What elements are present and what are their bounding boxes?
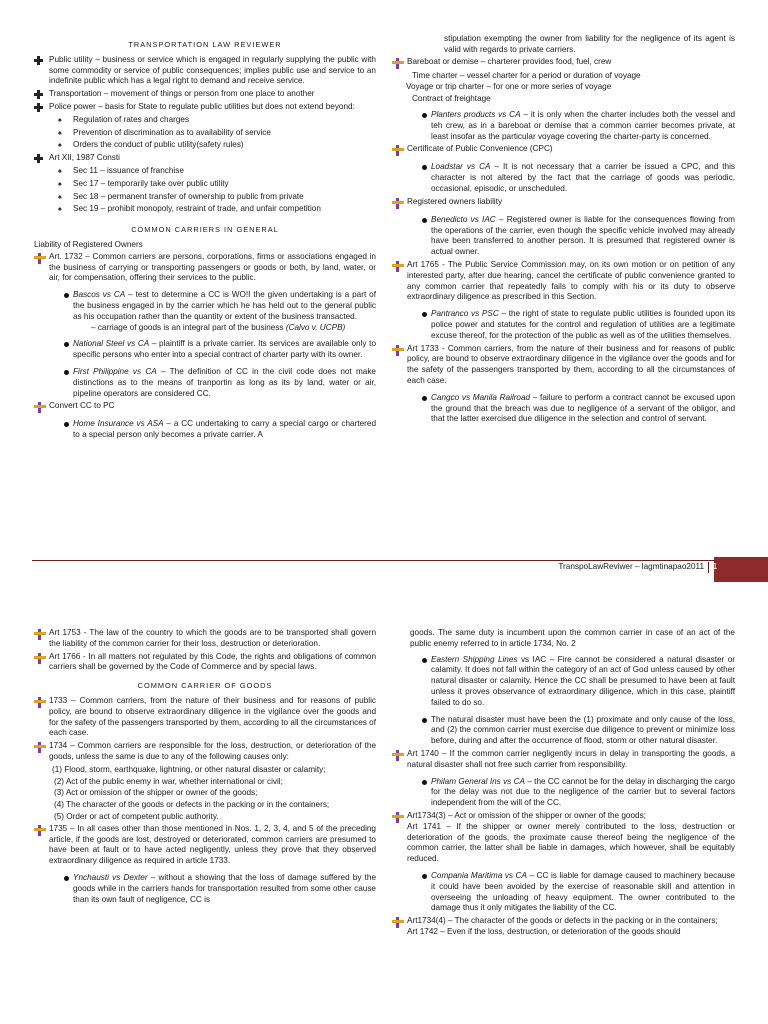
spade-bullet-icon: ♠ [58, 167, 62, 175]
dot-bullet-icon [422, 780, 427, 785]
list-item: Art 1733 - Common carriers, from the nature of their business and for reasons of public policy, are bound to observe extraordinary diligence in the vigilance over the goods and for the safety of the passengers transported by them, according to all the circumstances of each case. [392, 344, 735, 387]
page2-right-column [392, 628, 735, 940]
page-number: 1 [708, 562, 719, 573]
diamond-bullet-icon [34, 56, 43, 65]
cross-bullet-icon [34, 253, 46, 264]
list-item: Pantranco vs PSC – the right of state to regulate public utilities is founded upon its police power and statutes for the control and regulation of utilities are a legitimate excuse thereof, for the protection of the public as well as of the utilities themselves. [392, 309, 735, 341]
cause-item: (5) Order or act of competent public authority. [54, 811, 219, 821]
cross-bullet-icon [34, 629, 46, 640]
spade-bullet-icon: ♠ [58, 180, 62, 188]
list-item: Planters products vs CA – it is only when the charter includes both the vessel and teh crew, as in a bareboat or demise that a common carrier becomes private, at least insofar as the particular voyage covering the charter-party is concerned. [392, 110, 735, 142]
spade-bullet-icon: ♠ [58, 129, 62, 137]
list-item: Cangco vs Manila Railroad – failure to perform a contract cannot be excused upon the ground that the breach was due to negligence of a servant of the obligor, and that the latter exercised due diligence in the selection and control of servant. [392, 393, 735, 425]
continued-text: stipulation exempting the owner from liability for the negligence of its agent is valid with regards to private carriers. [444, 34, 735, 54]
cause-item: (3) Act or omission of the shipper or owner of the goods; [54, 788, 258, 798]
section-heading: COMMON CARRIER OF GOODS [137, 681, 273, 691]
dot-bullet-icon [64, 293, 69, 298]
page1-right-column [392, 34, 735, 427]
dot-bullet-icon [64, 370, 69, 375]
spade-bullet-icon: ♠ [58, 206, 62, 214]
dot-bullet-icon [422, 874, 427, 879]
dot-bullet-icon [422, 218, 427, 223]
subheading: Liability of Registered Owners [34, 239, 143, 249]
list-item: Registered owners liability [392, 197, 735, 209]
list-item: Convert CC to PC [34, 401, 376, 413]
list-item: ♠ Sec 19 – prohibit monopoly, restraint of trade, and unfair competition [58, 204, 321, 214]
cross-bullet-icon [392, 917, 404, 928]
diamond-bullet-icon [34, 103, 43, 112]
list-item: Art. 1732 – Common carriers are persons, corporations, firms or associations engaged in the business of carrying or transporting passengers or goods or both, by land, water, or air, for compensation, offering their services to the public. [34, 252, 376, 284]
affreightage-text: Contract of freightage [412, 94, 491, 104]
cross-bullet-icon [392, 145, 404, 156]
dot-bullet-icon [64, 422, 69, 427]
footer-accent-block [714, 557, 768, 582]
list-item: ♠ Orders the conduct of public utility(safety rules) [58, 140, 244, 150]
list-item: ♠ Sec 17 – temporarily take over public utility [58, 178, 229, 188]
cross-bullet-icon [392, 345, 404, 356]
list-item: Transportation – movement of things or person from one place to another [34, 89, 376, 100]
list-item: Eastern Shipping Lines vs IAC – Fire cannot be considered a natural disaster or calamity. It does not fall within the category of an act of God unless caused by other natural disaster or calamity. Hence the CC shall be presumed to have been at fault unless it proves observance of extraordinary diligence, which in this case, plaintiff failed to do so. [392, 655, 735, 709]
spade-bullet-icon: ♠ [58, 193, 62, 201]
list-item: First Philippine vs CA – The definition of CC in the civil code does not make distinctions as to the means of tranportin as long as its by land, water or air, pipeline operators are considered CC. [34, 367, 376, 399]
cause-item: (4) The character of the goods or defects in the packing or in the containers; [54, 800, 330, 810]
spade-bullet-icon: ♠ [58, 142, 62, 150]
list-item: Art 1740 – If the common carrier negligently incurs in delay in transporting the goods, a natural disaster shall not free such carrier from responsibility. [392, 749, 735, 771]
cross-bullet-icon [34, 825, 46, 836]
dot-bullet-icon [64, 342, 69, 347]
list-item: Art1734(4) – The character of the goods or defects in the packing or in the containers; Art 1742 – Even if the loss, destruction, or deterioration of the goods should [392, 916, 735, 938]
list-item: 1735 – In all cases other than those mentioned in Nos. 1, 2, 3, 4, and 5 of the preceding article, if the goods are lost, destroyed or deteriorated, common carriers are presumed to have been at fault or to have acted negligently, unless they prove that they observed extraordinary diligence as required in article 1733. [34, 824, 376, 867]
diamond-bullet-icon [34, 90, 43, 99]
list-item: Bascos vs CA – test to determine a CC is WO!I the given undertaking is a part of the business engaged in by the carrier which he has held out to the general public as his occupation rather than the quantity or extent of the business transacted. – carriage of goods is an integral part of the business (Calvo v. UCPB) [34, 290, 376, 333]
list-item: Art XII, 1987 Consti [34, 153, 376, 164]
dot-bullet-icon [64, 876, 69, 881]
cross-bullet-icon [34, 402, 46, 413]
cross-bullet-icon [392, 750, 404, 761]
list-item: Loadstar vs CA – It is not necessary that a carrier be issued a CPC, and this character is not altered by the fact that the carriage of goods was periodic, occasional, episodic, or unscheduled. [392, 162, 735, 194]
list-item: Ynchausti vs Dexter – without a showing that the loss of damage suffered by the goods while in the carriers hands for transportation resulted from some other cause than its own fault of negligence, CC is [34, 873, 376, 905]
list-item: Art 1753 - The law of the country to which the goods are to be transported shall govern the liability of the common carrier for their loss, destruction or deterioration. [34, 628, 376, 650]
voyage-charter-text: Voyage or trip charter – for one or more series of voyage [406, 82, 612, 92]
list-item: ♠ Sec 18 – permanent transfer of ownership to public from private [58, 191, 304, 201]
list-item: Art1734(3) – Act or omission of the shipper or owner of the goods; Art 1741 – If the shipper or owner merely contributed to the loss, destruction or deterioration of the goods, the proximate cause thereof being the negligence of the common carrier, the latter shall be liable in damages, which however, shall be equitably reduced. [392, 811, 735, 865]
list-item: ♠ Prevention of discrimination as to availability of service [58, 127, 271, 137]
list-item: 1733 – Common carriers, from the nature of their business and for reasons of public policy, are bound to observe extraordinary diligence in the vigilance over the goods and for the safety of the passengers transported by them, according to all the circumstances of each case. [34, 696, 376, 739]
cause-item: (2) Act of the public enemy in war, whether international or civil; [54, 776, 283, 786]
cross-bullet-icon [34, 742, 46, 753]
dot-bullet-icon [422, 718, 427, 723]
list-item: Certificate of Public Convenience (CPC) [392, 144, 735, 156]
cross-bullet-icon [392, 198, 404, 209]
list-item: Compania Maritima vs CA – CC is liable for damage caused to machinery because it could have been avoided by the exercise of reasonable skill and attention in overseeing the unloading of heavy equipment. The owner contributed to the damage thus it only mitigates the liability of the CC. [392, 871, 735, 914]
diamond-bullet-icon [34, 154, 43, 163]
cross-bullet-icon [392, 58, 404, 69]
section-heading: COMMON CARRIERS IN GENERAL [131, 225, 279, 235]
footer-rule [32, 560, 768, 561]
page2-left-column [34, 628, 376, 907]
list-item: ♠ Sec 11 – issuance of franchise [58, 165, 184, 175]
cross-bullet-icon [392, 261, 404, 272]
footer-text: TranspoLawReviwer – lagmtinapao2011 [558, 562, 704, 571]
cross-bullet-icon [34, 697, 46, 708]
dot-bullet-icon [422, 396, 427, 401]
dot-bullet-icon [422, 312, 427, 317]
spade-bullet-icon: ♠ [58, 116, 62, 124]
time-charter-text: Time charter – vessel charter for a period or duration of voyage [412, 70, 641, 80]
dot-bullet-icon [422, 113, 427, 118]
list-item: National Steel vs CA – plaintiff is a private carrier. Its services are available only to specific persons who enter into a special contract of charter party with its owner. [34, 339, 376, 361]
list-item: Bareboat or demise – charterer provides food, fuel, crew [392, 57, 735, 69]
list-item: Philam General Ins vs CA – the CC cannot be for the delay in discharging the cargo for the delay was not due to the negligence of the carrier but to several factors independent from the will of the CC. [392, 777, 735, 809]
dot-bullet-icon [422, 165, 427, 170]
list-item: Police power – basis for State to regulate public utilities but does not extend beyond: [34, 102, 376, 113]
dot-bullet-icon [422, 658, 427, 663]
document-title: TRANSPORTATION LAW REVIEWER [128, 40, 282, 49]
continued-text: goods. The same duty is incumbent upon the common carrier in case of an act of the public enemy referred to in article 1734, No. 2 [410, 628, 735, 648]
list-item: 1734 – Common carriers are responsible for the loss, destruction, or deterioration of the goods, unless the same is due to any of the following causes only: [34, 741, 376, 763]
list-item: Public utility – business or service which is engaged in regularly supplying the public with some commodity or service of public consequences; implies public use and service to an indefinite public which has a legal right to demand and receive service. [34, 55, 376, 87]
cross-bullet-icon [392, 812, 404, 823]
list-item: Benedicto vs IAC – Registered owner is liable for the consequences flowing from the operations of the carrier, even though the specific vehicle involved may already have been transferred to another person. It is presumed that registered owner is actual owner. [392, 215, 735, 258]
list-item: ♠ Regulation of rates and charges [58, 114, 190, 124]
list-item: Home Insurance vs ASA – a CC undertaking to carry a special cargo or chartered to a special person only becomes a private carrier. A [34, 419, 376, 441]
page1-left-column [34, 34, 376, 443]
list-item: Art 1765 - The Public Service Commission may, on its own motion or on petition of any interested party, after due hearing, cancel the certificate of public convenience granted to any common carrier that repeatedly fails to comply with his or its duty to observe extraordinary diligence as prescribed in this Section. [392, 260, 735, 303]
list-item: The natural disaster must have been the (1) proximate and only cause of the loss, and (2) the common carrier must exercise due diligence to prevent or minimize loss before, during and after the occurrence of flood, storm or other natural disaster. [392, 715, 735, 747]
list-item: Art 1766 - In all matters not regulated by this Code, the rights and obligations of common carriers shall be governed by the Code of Commerce and by special laws. [34, 652, 376, 674]
cause-item: (1) Flood, storm, earthquake, lightning, or other natural disaster or calamity; [52, 764, 326, 774]
cross-bullet-icon [34, 653, 46, 664]
